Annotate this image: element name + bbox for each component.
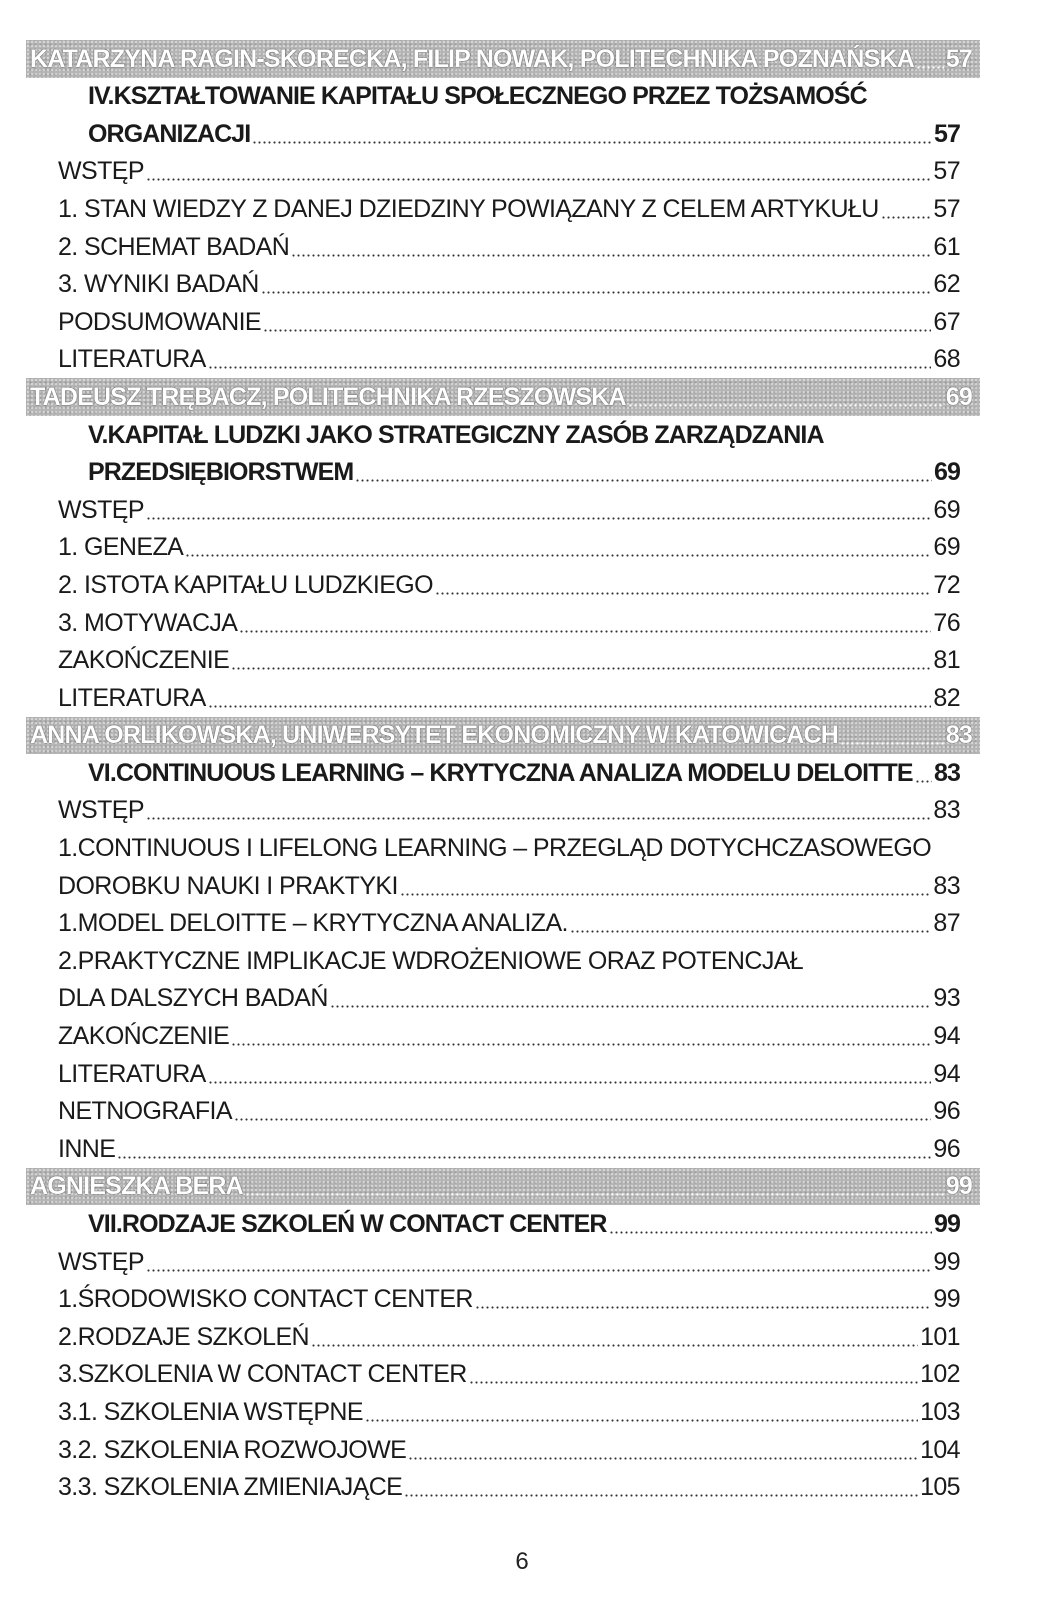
toc-entry-chapter (88, 754, 960, 792)
toc-entry-label: 2. ISTOTA KAPITAŁU LUDZKIEGO (58, 570, 433, 599)
toc-entry-label: 2. SCHEMAT BADAŃ (58, 232, 290, 261)
toc-entry-author (26, 717, 980, 755)
toc-entry-sub (58, 1393, 960, 1431)
toc-entry-page: 96 (933, 1097, 960, 1126)
dot-leader (311, 1344, 918, 1347)
toc-entry-label: 3. MOTYWACJA (58, 608, 238, 637)
toc-entry-section (58, 341, 960, 379)
toc-entry-section (58, 829, 960, 867)
dot-leader (208, 1081, 932, 1084)
dot-leader (330, 1005, 932, 1008)
toc-entry-section (58, 1130, 960, 1168)
toc-entry-page: 68 (933, 345, 960, 374)
dot-leader (263, 329, 931, 332)
toc-entry-page: 81 (933, 646, 960, 675)
toc-entry-page: 69 (933, 533, 960, 562)
toc-entry-label: INNE (58, 1134, 116, 1163)
dot-leader (231, 1043, 931, 1046)
dot-leader (404, 1494, 918, 1497)
toc-entry-section (58, 642, 960, 680)
toc-entry-page: 93 (933, 984, 960, 1013)
dot-leader (915, 780, 932, 783)
toc-entry-label: LITERATURA (58, 345, 206, 374)
toc-entry-label: 1. STAN WIEDZY Z DANEJ DZIEDZINY POWIĄZANY Z CELEM ARTYKUŁU (58, 194, 879, 223)
toc-entry-page: 57 (945, 44, 972, 73)
toc-entry-page: 94 (933, 1059, 960, 1088)
toc-entry-label: KATARZYNA RAGIN-SKORECKA, FILIP NOWAK, POLITECHNIKA POZNAŃSKA (30, 44, 915, 73)
toc-entry-page: 83 (933, 796, 960, 825)
dot-leader (208, 366, 932, 369)
toc-entry-section (58, 604, 960, 642)
toc-entry-label: ORGANIZACJI (88, 119, 251, 148)
toc-entry-chapter-cont (88, 454, 960, 492)
toc-entry-author (26, 40, 980, 78)
toc-entry-section (58, 942, 960, 980)
toc-entry-section (58, 792, 960, 830)
toc-entry-label: DOROBKU NAUKI I PRAKTYKI (58, 871, 398, 900)
toc-entry-page: 104 (920, 1435, 960, 1464)
toc-entry-section (58, 228, 960, 266)
toc-entry-page: 82 (933, 683, 960, 712)
dot-leader (355, 479, 932, 482)
toc-entry-label: PODSUMOWANIE (58, 307, 261, 336)
toc-entry-label: ZAKOŃCZENIE (58, 646, 230, 675)
toc-entry-label: 1.MODEL DELOITTE – KRYTYCZNA ANALIZA. (58, 909, 568, 938)
dot-leader (146, 817, 931, 820)
dot-leader (916, 66, 944, 69)
toc-entry-label: V.KAPITAŁ LUDZKI JAKO STRATEGICZNY ZASÓB ZARZĄDZANIA (88, 420, 824, 449)
toc-entry-page: 69 (945, 382, 972, 411)
toc-entry-page: 62 (933, 270, 960, 299)
dot-leader (400, 893, 932, 896)
dot-leader (408, 1457, 918, 1460)
toc-entry-label: VII.RODZAJE SZKOLEŃ W CONTACT CENTER (88, 1210, 607, 1238)
toc-entry-label: PRZEDSIĘBIORSTWEM (88, 458, 354, 487)
toc-entry-chapter-cont (88, 115, 960, 153)
dot-leader (146, 178, 931, 181)
toc-entry-label: ANNA ORLIKOWSKA, UNIWERSYTET EKONOMICZNY W KATOWICACH (30, 721, 839, 750)
toc-entry-section (58, 529, 960, 567)
toc-entry-label: VI.CONTINUOUS LEARNING – KRYTYCZNA ANALIZA MODELU DELOITTE (88, 758, 913, 787)
dot-leader (435, 592, 931, 595)
toc-entry-page: 83 (933, 871, 960, 900)
dot-leader (245, 1193, 944, 1196)
toc-entry-author (26, 378, 980, 416)
toc-entry-page: 69 (933, 458, 960, 487)
toc-entry-chapter (88, 416, 960, 454)
toc-entry-section (58, 303, 960, 341)
toc-entry-label: 2.RODZAJE SZKOLEŃ (58, 1322, 309, 1351)
toc-entry-section (58, 1318, 960, 1356)
toc-entry-label: AGNIESZKA BERA (30, 1172, 243, 1201)
dot-leader (291, 254, 931, 257)
toc-entry-page: 57 (933, 157, 960, 186)
dot-leader (365, 1419, 918, 1422)
toc-entry-label: 3.2. SZKOLENIA ROZWOJOWE (58, 1435, 407, 1464)
dot-leader (146, 1269, 931, 1272)
toc-entry-page: 99 (933, 1285, 960, 1314)
toc-entry-author (26, 1168, 980, 1206)
toc-entry-label: WSTĘP (58, 1247, 144, 1276)
toc-entry-label: TADEUSZ TRĘBACZ, POLITECHNIKA RZESZOWSKA (30, 382, 626, 411)
toc-entry-label: 3.3. SZKOLENIA ZMIENIAJĄCE (58, 1473, 403, 1502)
toc-entry-label: 3.SZKOLENIA W CONTACT CENTER (58, 1360, 467, 1389)
toc-entry-label: WSTĘP (58, 495, 144, 524)
toc-entry-label: LITERATURA (58, 1059, 206, 1088)
toc-entry-label: ZAKOŃCZENIE (58, 1022, 230, 1051)
toc-entry-page: 101 (920, 1322, 960, 1351)
dot-leader (881, 216, 932, 219)
dot-leader (117, 1156, 931, 1159)
toc-entry-page: 105 (920, 1473, 960, 1502)
toc-entry-section (58, 1017, 960, 1055)
page-number: 6 (515, 1548, 529, 1575)
toc-entry-page: 83 (933, 758, 960, 787)
dot-leader (185, 554, 931, 557)
dot-leader (146, 517, 931, 520)
dot-leader (475, 1306, 932, 1309)
toc-entry-section (58, 153, 960, 191)
toc-entry-label: WSTĘP (58, 157, 144, 186)
toc-entry-page: 69 (933, 495, 960, 524)
toc-entry-label: NETNOGRAFIA (58, 1097, 232, 1126)
toc-entry-page: 96 (933, 1134, 960, 1163)
toc-entry-section (58, 905, 960, 943)
toc-entry-chapter (88, 1205, 960, 1243)
toc-entry-label: 1. GENEZA (58, 533, 184, 562)
toc-entry-page: 83 (945, 721, 972, 750)
toc-entry-page: 67 (933, 307, 960, 336)
toc-entry-section (58, 1356, 960, 1394)
toc-entry-label: DLA DALSZYCH BADAŃ (58, 984, 328, 1013)
toc-entry-label: IV.KSZTAŁTOWANIE KAPITAŁU SPOŁECZNEGO PRZEZ TOŻSAMOŚĆ (88, 82, 867, 111)
toc-entry-page: 61 (933, 232, 960, 261)
toc-entry-label: 1.ŚRODOWISKO CONTACT CENTER (58, 1285, 473, 1314)
toc-entry-page: 102 (920, 1360, 960, 1389)
dot-leader (261, 291, 932, 294)
toc-entry-label: 1.CONTINUOUS I LIFELONG LEARNING – PRZEGLĄD DOTYCHCZASOWEGO (58, 834, 932, 863)
toc-entry-label: LITERATURA (58, 683, 206, 712)
toc-entry-page: 99 (945, 1172, 972, 1201)
toc-entry-label: 3. WYNIKI BADAŃ (58, 270, 259, 299)
dot-leader (469, 1381, 918, 1384)
dot-leader (252, 141, 932, 144)
toc-entry-section (58, 190, 960, 228)
toc-entry-label: 3.1. SZKOLENIA WSTĘPNE (58, 1397, 363, 1426)
toc-entry-section (58, 679, 960, 717)
toc-entry-section (58, 1055, 960, 1093)
toc-entry-page: 72 (933, 570, 960, 599)
dot-leader (208, 705, 932, 708)
dot-leader (840, 742, 944, 745)
toc-entry-page: 87 (933, 909, 960, 938)
toc-entry-section (58, 566, 960, 604)
dot-leader (570, 930, 931, 933)
toc-entry-page: 103 (920, 1397, 960, 1426)
toc-entry-page: 76 (933, 608, 960, 637)
dot-leader (628, 404, 944, 407)
dot-leader (609, 1231, 932, 1234)
toc-entry-label: 2.PRAKTYCZNE IMPLIKACJE WDROŻENIOWE ORAZ POTENCJAŁ (58, 946, 804, 975)
toc-entry-sub (58, 1469, 960, 1507)
dot-leader (231, 667, 931, 670)
toc-entry-section (58, 491, 960, 529)
toc-entry-section (58, 1093, 960, 1131)
toc-entry-section (58, 1243, 960, 1281)
toc-entry-section-cont (58, 867, 960, 905)
toc-entry-section (58, 266, 960, 304)
toc-entry-page: 57 (933, 194, 960, 223)
table-of-contents (0, 40, 1044, 1506)
dot-leader (234, 1118, 931, 1121)
toc-entry-sub (58, 1431, 960, 1469)
toc-entry-page: 57 (933, 119, 960, 148)
dot-leader (239, 630, 931, 633)
toc-entry-chapter (88, 78, 960, 116)
toc-entry-page: 94 (933, 1022, 960, 1051)
toc-entry-page: 99 (933, 1247, 960, 1276)
toc-entry-page: 99 (933, 1210, 960, 1238)
toc-entry-label: WSTĘP (58, 796, 144, 825)
toc-entry-section (58, 1281, 960, 1319)
toc-entry-section-cont (58, 980, 960, 1018)
